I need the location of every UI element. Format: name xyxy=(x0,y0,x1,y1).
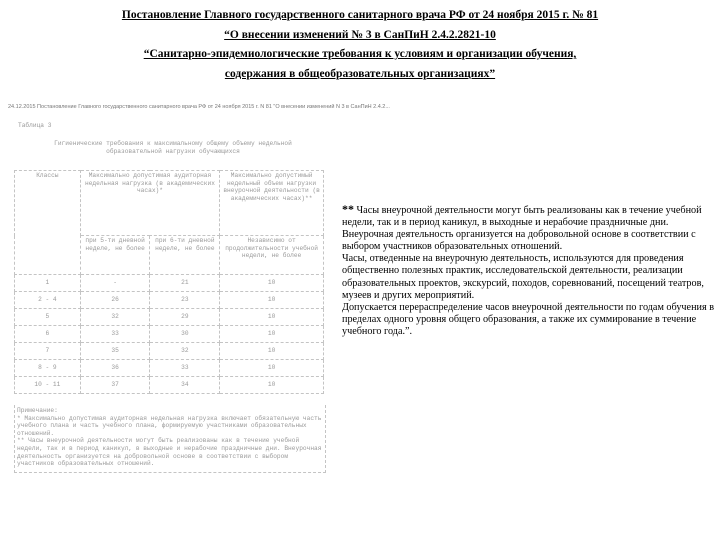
table-row xyxy=(15,360,324,377)
header-five-day: при 5-ти дневной неделе, не более xyxy=(80,236,150,275)
header-six-day: при 6-ти дневной неделе, не более xyxy=(150,236,220,275)
table-row xyxy=(15,343,324,360)
header-extra-sub: Независимо от продолжительности учебной недели, не более xyxy=(220,236,324,275)
title-line-3: “Санитарно-эпидемиологические требования к условиям и организации обучения, xyxy=(143,48,577,60)
paragraph-2: Часы, отведенные на внеурочную деятельность, используются для проведения общественно полезных практик, исследовательской деятельности, реализации образовательных проектов, экскурсий, походов, соревнований, посещений театров, музеев и других мероприятий. xyxy=(342,253,704,301)
cell-six: 35 xyxy=(80,343,150,360)
table-row xyxy=(15,309,324,326)
table-notes xyxy=(14,405,326,473)
cell-six: 37 xyxy=(80,377,150,394)
note-2: ** Часы внеурочной деятельности могут быть реализованы как в течение учебной недели, так и в период каникул, в выходные и нерабочие праздничные дни. Внеурочная деятельность организуется на добровольной основе в соответствии с выбором участников образовательных отношений. xyxy=(17,437,322,468)
load-table xyxy=(14,170,324,394)
table-title: Гигиенические требования к максимальному общему объему недельной образовательной нагрузки обучающихся xyxy=(54,140,292,155)
scanned-table-image xyxy=(8,100,390,505)
cell-five: 33 xyxy=(150,360,220,377)
cell-six: 33 xyxy=(80,326,150,343)
cell-extra: 10 xyxy=(220,326,324,343)
cell-cls: 6 xyxy=(15,326,81,343)
cell-extra: 10 xyxy=(220,377,324,394)
cell-cls: 1 xyxy=(15,275,81,292)
cell-extra: 10 xyxy=(220,275,324,292)
cell-cls: 10 - 11 xyxy=(15,377,81,394)
cell-five: 30 xyxy=(150,326,220,343)
scan-header-line: 24.12.2015 Постановление Главного государственного санитарного врача РФ от 24 ноября 2015 г. N 81 "О внесении изменений N 3 в СанПиН 2.4.2... xyxy=(8,104,390,110)
table-row xyxy=(15,292,324,309)
cell-cls: 7 xyxy=(15,343,81,360)
cell-extra: 10 xyxy=(220,309,324,326)
table-number: Таблица 3 xyxy=(18,122,52,129)
cell-six: 36 xyxy=(80,360,150,377)
note-text xyxy=(342,203,717,338)
cell-cls: 8 - 9 xyxy=(15,360,81,377)
paragraph-3: Допускается перераспределение часов внеурочной деятельности по годам обучения в пределах одного уровня общего образования, а также их суммирование в течение учебного года.”. xyxy=(342,301,715,337)
cell-extra: 10 xyxy=(220,292,324,309)
cell-extra: 10 xyxy=(220,360,324,377)
paragraph-1: Часы внеурочной деятельности могут быть реализованы как в течение учебной недели, так и в период каникул, в выходные и нерабочие праздничные дни. Внеурочная деятельность организуется на добровольной основе в соответствии с выбором участников образовательных отношений. xyxy=(342,205,702,253)
cell-six: - xyxy=(80,275,150,292)
cell-five: 23 xyxy=(150,292,220,309)
header-classes: Классы xyxy=(15,171,81,275)
cell-five: 32 xyxy=(150,343,220,360)
cell-five: 21 xyxy=(150,275,220,292)
title-line-2: “О внесении изменений № 3 в СанПиН 2.4.2.2821-10 xyxy=(224,29,496,41)
title-line-4: содержания в общеобразовательных организациях” xyxy=(224,68,496,80)
table-row xyxy=(15,377,324,394)
title-line-1: Постановление Главного государственного санитарного врача РФ от 24 ноября 2015 г. № 81 xyxy=(121,9,599,21)
cell-cls: 2 - 4 xyxy=(15,292,81,309)
cell-six: 32 xyxy=(80,309,150,326)
cell-five: 29 xyxy=(150,309,220,326)
cell-six: 26 xyxy=(80,292,150,309)
table-row xyxy=(15,275,324,292)
cell-extra: 10 xyxy=(220,343,324,360)
header-max-extra: Максимально допустимый недельный объем нагрузки внеурочной деятельности (в академических часах)** xyxy=(220,171,324,236)
note-1: * Максимально допустимая аудиторная недельная нагрузка включает обязательную часть учебного плана и часть учебного плана, формируемую участниками образовательных отношений. xyxy=(17,414,322,437)
header-max-audit: Максимально допустимая аудиторная недельная нагрузка (в академических часах)* xyxy=(80,171,219,236)
cell-cls: 5 xyxy=(15,309,81,326)
notes-title: Примечание: xyxy=(17,407,58,414)
table-row xyxy=(15,326,324,343)
double-asterisk: ** xyxy=(342,202,354,216)
cell-five: 34 xyxy=(150,377,220,394)
